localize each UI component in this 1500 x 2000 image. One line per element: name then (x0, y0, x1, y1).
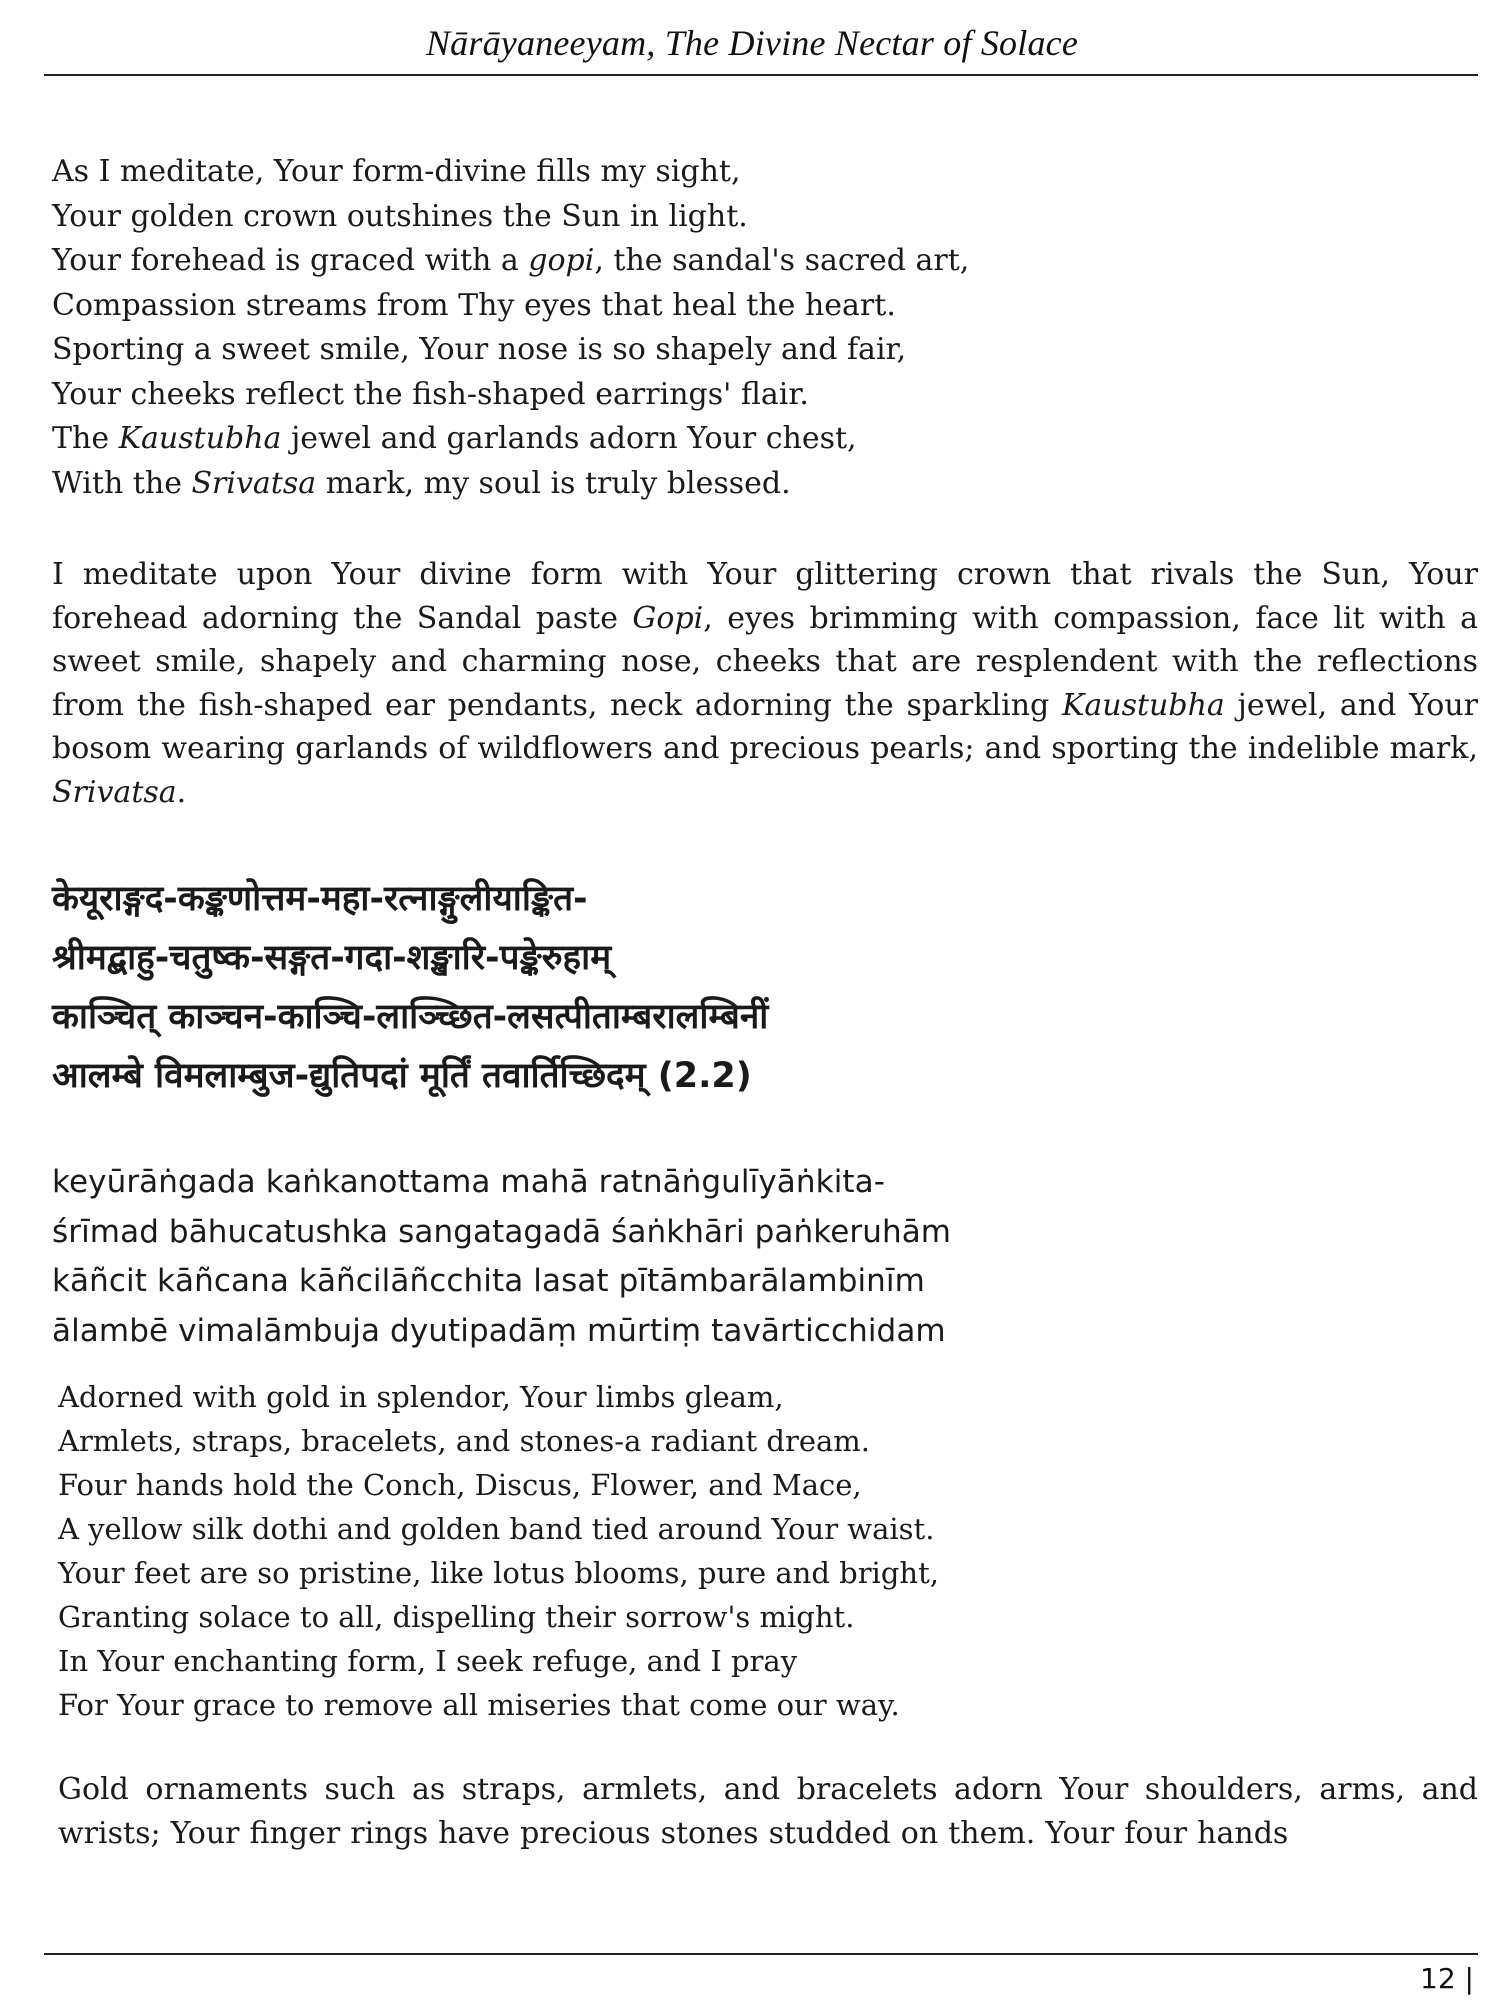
sanskrit-line-3: काञ्चित् काञ्चन-काञ्चि-लाञ्च्छित-लसत्पीताम्बरालम्बिनीं (52, 997, 769, 1037)
verse-line-text: jewel and garlands adorn Your chest, (281, 421, 857, 456)
verse-line-text: mark, my soul is truly blessed. (316, 465, 791, 501)
verse-line-5 (52, 328, 1478, 373)
prose-text: I meditate upon Your divine form with Your glittering crown that rivals the Sun, Your forehead adorning the Sandal paste (52, 557, 1478, 636)
verse-2-line-3: Four hands hold the Conch, Discus, Flower, and Mace, (58, 1468, 862, 1502)
verse-line-text: With the (52, 465, 192, 501)
verse-line-7 (52, 417, 1478, 462)
prose-italic-term: Gopi (632, 600, 704, 636)
verse-line-text: Sporting a sweet smile, Your nose is so shapely and fair, (52, 332, 907, 367)
sanskrit-line-1: केयूराङ्गद-कङ्कणोत्तम-महा-रत्नाङ्गुलीयाङ्कित- (52, 879, 588, 919)
transliteration-line-3: kāñcit kāñcana kāñcilāñcchita lasat pītāmbarālambinīm (52, 1263, 925, 1299)
verse-line-8 (52, 462, 1478, 507)
header-divider (44, 74, 1478, 76)
prose-italic-term: Kaustubha (1061, 687, 1225, 723)
verse-2-line-1: Adorned with gold in splendor, Your limbs gleam, (58, 1380, 784, 1414)
verse-line-6 (52, 373, 1478, 418)
verse-line-2 (52, 195, 1478, 240)
verse-line-text: The (52, 421, 119, 456)
prose-translation-1 (52, 553, 1478, 814)
footer-divider (44, 1953, 1478, 1955)
sanskrit-line-4: आलम्बे विमलाम्बुज-द्युतिपदां मूर्तिं तवार्तिच्छिदम् (2.2) (52, 1056, 752, 1096)
verse-2-line-2: Armlets, straps, bracelets, and stones-a radiant dream. (58, 1424, 871, 1458)
verse-line-1 (52, 150, 1478, 195)
prose-text: , eyes brimming with compassion, face lit with a sweet smile, shapely and charming nose, cheeks that are resplendent with the reflections from the fish-shaped ear pendants, neck adorning the sparkling (52, 600, 1478, 723)
verse-line-text: Your cheeks reflect the fish-shaped earrings' flair. (52, 376, 809, 412)
verse-line-text: Compassion streams from Thy eyes that heal the heart. (52, 287, 896, 323)
transliteration-verse (52, 1158, 1478, 1356)
verse-line-4 (52, 284, 1478, 329)
verse-line-text: Your golden crown outshines the Sun in light. (52, 198, 748, 234)
prose-translation-2: Gold ornaments such as straps, armlets, and bracelets adorn Your shoulders, arms, and wrists; Your finger rings have precious stones studded on them. Your four hands (58, 1772, 1478, 1851)
verse-line-italic-term: Srivatsa (191, 465, 317, 501)
english-verse-1 (52, 150, 1478, 506)
verse-line-italic-term: Kaustubha (118, 421, 282, 456)
verse-2-line-6: Granting solace to all, dispelling their sorrow's might. (58, 1600, 855, 1634)
sanskrit-verse (52, 870, 1478, 1106)
prose-italic-term: Srivatsa (52, 774, 177, 810)
transliteration-line-4: ālambē vimalāmbuja dyutipadāṃ mūrtiṃ tavārticchidam (52, 1312, 946, 1349)
verse-line-text: As I meditate, Your form-divine fills my sight, (52, 154, 741, 189)
verse-2-line-5: Your feet are so pristine, like lotus blooms, pure and bright, (58, 1556, 939, 1590)
running-header-title: Nārāyaneeyam, The Divine Nectar of Solace (425, 23, 1079, 63)
transliteration-line-2: śrīmad bāhucatushka sangatagadā śaṅkhāri paṅkeruhām (52, 1213, 952, 1250)
prose-text: jewel, and Your bosom wearing garlands of wildflowers and precious pearls; and sporting the indelible mark, (52, 687, 1478, 766)
transliteration-line-1: keyūrāṅgada kaṅkanottama mahā ratnāṅgulīyāṅkita- (52, 1164, 886, 1200)
verse-line-text: , the sandal's sacred art, (594, 243, 970, 278)
verse-line-italic-term: gopi (528, 243, 595, 278)
english-verse-2 (58, 1375, 1478, 1727)
verse-2-line-7: In Your enchanting form, I seek refuge, and I pray (58, 1644, 798, 1678)
verse-2-line-8: For Your grace to remove all miseries that come our way. (58, 1688, 900, 1722)
page-number: 12 | (1420, 1962, 1474, 1995)
prose-text: . (176, 774, 187, 810)
verse-line-text: Your forehead is graced with a (52, 243, 529, 278)
verse-2-line-4: A yellow silk dothi and golden band tied around Your waist. (58, 1512, 935, 1546)
sanskrit-line-2: श्रीमद्बाहु-चतुष्क-सङ्गत-गदा-शङ्खारि-पङ्केरुहाम् (52, 938, 612, 978)
verse-line-3 (52, 239, 1478, 284)
